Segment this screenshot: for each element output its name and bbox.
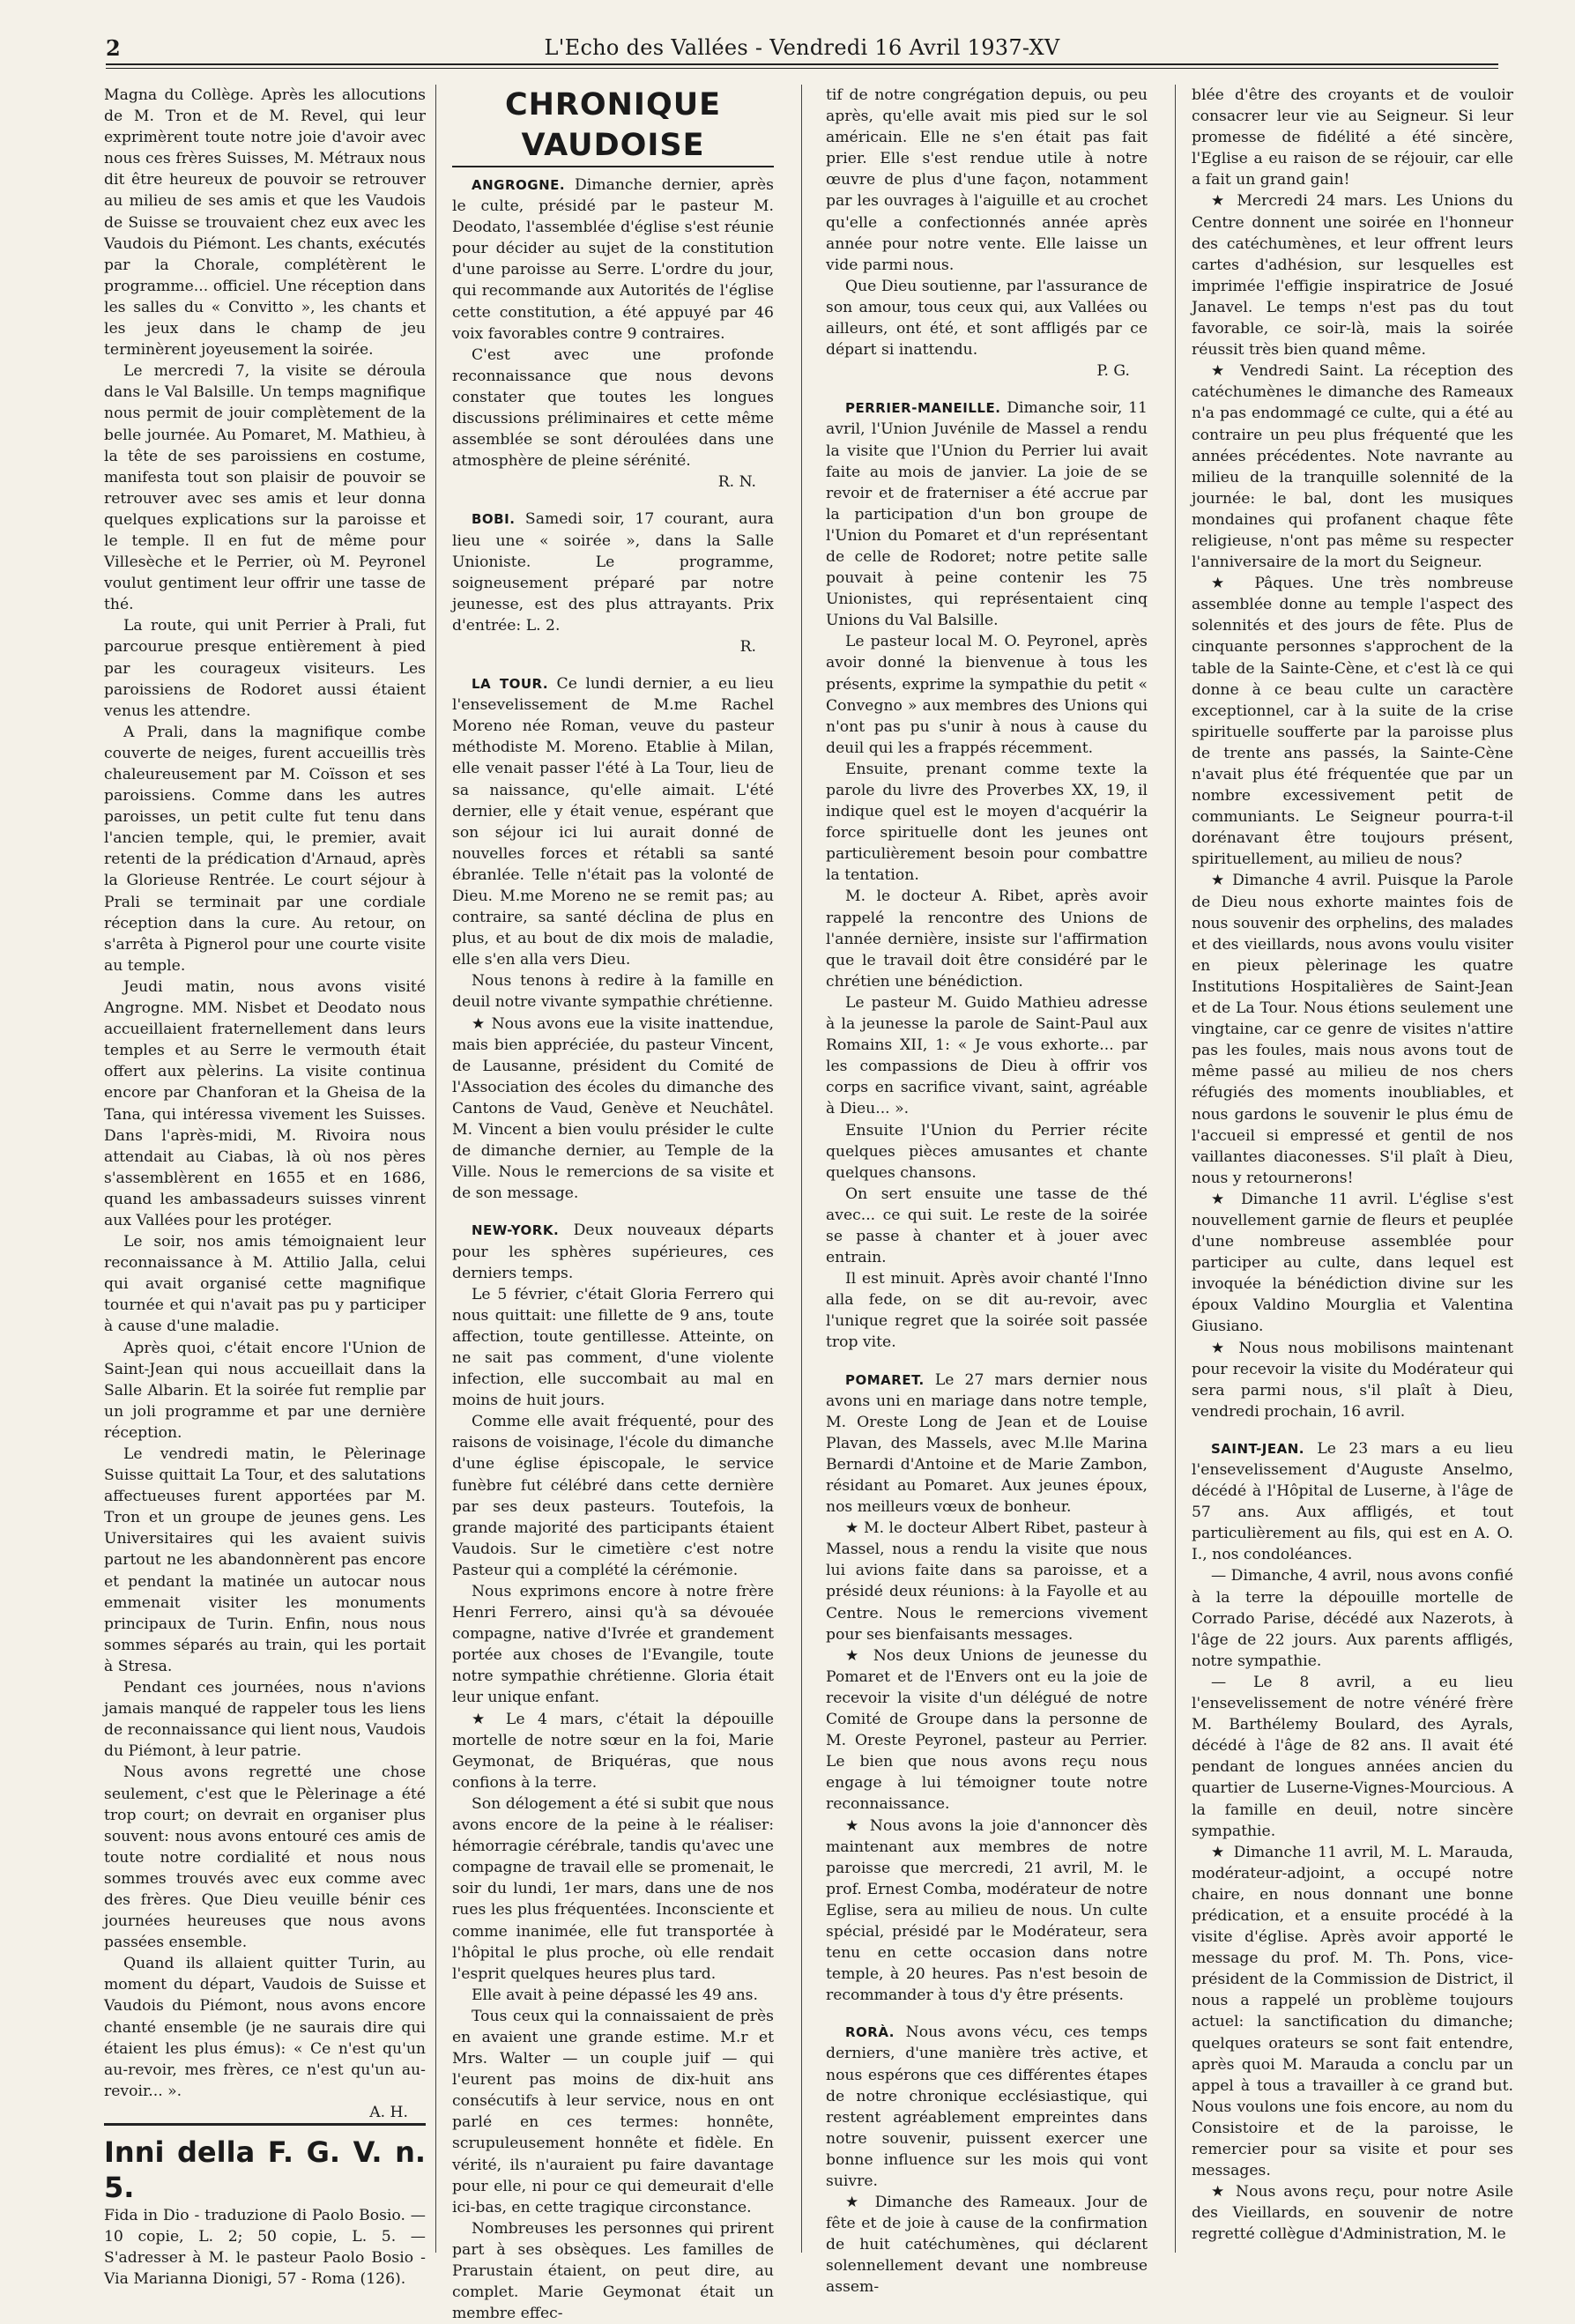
paragraph: ★ Mercredi 24 mars. Les Unions du Centre donnent une soirée en l'honneur des catéchumènes, et leur offrent leurs cartes d'adhésion, sur lesquelles est imprimée l'effigie inspiratrice de Josué Janavel. Le temps n'est pas du tout favorable, ce soir-là, mais la soirée réussit très bien quand même. <box>1192 192 1513 360</box>
place-name: BOBI. <box>472 511 516 528</box>
paragraph: Le soir, nos amis témoignaient leur reconnaissance à M. Attilio Jalla, celui qui avait organisé cette magnifique tournée et qui n'avait pas pu y participer à cause d'une maladie. <box>104 1233 426 1336</box>
paragraph: Il est minuit. Après avoir chanté l'Inno alla fede, on se dit au-revoir, avec l'unique regret que la soirée soit passée trop vite. <box>826 1270 1148 1352</box>
paragraph: Le pasteur M. Guido Mathieu adresse à la jeunesse la parole de Saint-Paul aux Romains XII, 1: « Je vous exhorte... par les compassions de Dieu à offrir vos corps en sacrifice vivant, saint, agréable à Dieu... ». <box>826 993 1148 1118</box>
paragraph: ★ Nous avons eue la visite inattendue, mais bien appréciée, du pasteur Vincent, de Lausanne, président du Comité de l'Association des écoles du dimanche des Cantons de Vaud, Genève et Neuchâtel. M. Vincent a bien voulu présider le culte de dimanche dernier, au Temple de la Ville. Nous le remercions de sa visite et de son message. <box>452 1014 774 1203</box>
paragraph: — Dimanche, 4 avril, nous avons confié à la terre la dépouille mortelle de Corrado Parise, décédé aux Nazerots, à l'âge de 22 jours. Aux parents affligés, notre sympathie. <box>1192 1567 1513 1670</box>
paragraph: Pendant ces journées, nous n'avions jamais manqué de rappeler tous les liens de reconnaissance qui lient nous, Vaudois du Piémont, à leur patrie. <box>104 1679 426 1761</box>
paragraph: ★ Vendredi Saint. La réception des catéchumènes le dimanche des Rameaux n'a pas endommagé ce culte, qui a été au contraire un peu plus fréquenté que les années précédentes. Note navrante au milieu de la tranquille solennité de la journée: le bal, dont les musiques mondaines qui profanent chaque fête religieuse, n'ont pas même su respecter l'anniversaire de la mort du Seigneur. <box>1192 362 1513 572</box>
column-2 <box>452 85 774 2323</box>
paragraph: Son délogement a été si subit que nous avons encore de la peine à le réaliser: hémorragie cérébrale, tandis qu'avec une compagne de travail elle se promenait, le soir du lundi, 1er mars, dans une de nos rues les plus fréquentées. Inconsciente et comme inanimée, elle fut transportée à l'hôpital le plus proche, où elle rendait l'esprit quelques heures plus tard. <box>452 1794 774 1983</box>
paragraph: Nous avons regretté une chose seulement, c'est que le Pèlerinage a été trop court; on devrait en organiser plus souvent: nous avons entouré ces amis de toute notre cordialité et nous nous sommes trouvés avec eux comme avec des frères. Que Dieu veuille bénir ces journées heureuses que nous avons passées ensemble. <box>104 1763 426 1952</box>
news-text: Deux nouveaux départs pour les sphères supérieures, ces derniers temps. <box>452 1221 774 1282</box>
place-name: PERRIER-MANEILLE. <box>845 400 1001 417</box>
paragraph: Ensuite l'Union du Perrier récite quelques pièces amusantes et chante quelques chansons. <box>826 1121 1148 1182</box>
header-rule <box>106 63 1498 65</box>
paragraph: C'est avec une profonde reconnaissance que nous devons constater que toutes les longues discussions préliminaires et cette même assemblée se sont déroulées dans une atmosphère de pleine sérénité. <box>452 345 774 471</box>
news-item <box>1192 1438 1513 1566</box>
paragraph: On sert ensuite une tasse de thé avec... ce qui suit. Le reste de la soirée se passe à chanter et à jouer avec entrain. <box>826 1184 1148 1267</box>
place-name: SAINT-JEAN. <box>1211 1440 1304 1457</box>
news-item <box>826 2022 1148 2192</box>
place-name: LA TOUR. <box>472 676 549 693</box>
paragraph: Nous tenons à redire à la famille en deuil notre vivante sympathie chrétienne. <box>452 972 774 1012</box>
paragraph: Jeudi matin, nous avons visité Angrogne. MM. Nisbet et Deodato nous accueillaient fraternellement dans leurs temples et au Serre le vermouth était offert aux pèlerins. La visite continua encore par Chanforan et la Gheisa de la Tana, qui intéressa vivement les Suisses. Dans l'après-midi, M. Rivoira nous attendait au Ciabas, là où nos pères s'assemblèrent en 1655 et en 1686, quand les ambassadeurs suisses vinrent aux Vallées pour les protéger. <box>104 977 426 1229</box>
running-head: L'Echo des Vallées - Vendredi 16 Avril 1937-XV <box>544 35 1060 60</box>
news-text: Le 23 mars a eu lieu l'ensevelissement d'Auguste Anselmo, décédé à l'Hôpital de Luserne, à l'âge de 57 ans. Aux affligés, et tout particulièrement au fils, qui est en A. O. I., nos condoléances. <box>1192 1439 1513 1564</box>
paragraph: ★ Nous avons reçu, pour notre Asile des Vieillards, en souvenir de notre regretté collègue d'Administration, M. le <box>1192 2183 1513 2244</box>
signature: R. N. <box>717 473 756 492</box>
paragraph: ★ Dimanche 11 avril. L'église s'est nouvellement garnie de fleurs et peuplée d'une nombreuse assemblée pour participer au culte, dans lequel est invoquée la bénédiction divine sur les époux Valdino Mourglia et Valentina Giusiano. <box>1192 1190 1513 1336</box>
paragraph: ★ Dimanche 11 avril, M. L. Marauda, modérateur-adjoint, a occupé notre chaire, en nous donnant une bonne prédication, et a ensuite procédé à la visite d'église. Après avoir apporté le message du prof. M. Th. Pons, vice-président de la Commission de District, il nous a rappelé un problème toujours actuel: la sanctification du dimanche; quelques orateurs se sont fait entendre, après quoi M. Marauda a conclu par un appel à tous a travailler à ce grand but. Nous voulons une fois encore, au nom du Consistoire et de la paroisse, le remercier pour sa visite et pour ses messages. <box>1192 1843 1513 2180</box>
paragraph: Comme elle avait fréquenté, pour des raisons de voisinage, l'école du dimanche d'une église épiscopale, le service funèbre fut célébré dans cette dernière par ses deux pasteurs. Toutefois, la grande majorité des participants étaient Vaudois. Sur le cimetière c'est notre Pasteur qui a complété la cérémonie. <box>452 1413 774 1579</box>
paragraph: ★ Nous avons la joie d'annoncer dès maintenant aux membres de notre paroisse que mercredi, 21 avril, M. le prof. Ernest Comba, modérateur de notre Eglise, sera au milieu de nous. Un culte spécial, présidé par le Modérateur, sera tenu en cette occasion dans notre temple, à 20 heures. Pas n'est besoin de recommander à tous d'y être présents. <box>826 1816 1148 2005</box>
paragraph: A Prali, dans la magnifique combe couverte de neiges, furent accueillis très chaleureusement par M. Coïsson et ses paroissiens. Comme dans les autres paroisses, un petit culte fut tenu dans l'ancien temple, qui, le premier, avait retenti de la prédication d'Arnaud, après la Glorieuse Rentrée. Le court séjour à Prali se terminait par une cordiale réception dans la cure. Au retour, on s'arrêta à Pignerol pour une courte visite au temple. <box>104 723 426 975</box>
paragraph: Le mercredi 7, la visite se déroula dans le Val Balsille. Un temps magnifique nous permit de jouir complètement de la belle journée. Au Pomaret, M. Mathieu, à la tête de ses paroissiens en costume, manifesta tout son plaisir de pouvoir se retrouver avec ses amis et leur donna quelques explications sur la paroisse et le temple. Il en fut de même pour Villesèche et le Perrier, où M. Peyronel voulut gentiment leur offrir une tasse de thé. <box>104 362 426 614</box>
news-item <box>826 397 1148 631</box>
paragraph: tif de notre congrégation depuis, ou peu après, qu'elle avait mis pied sur le sol américain. Elle ne s'en était pas fait prier. Elle s'est rendue utile à notre œuvre de plus d'une façon, notamment par les ouvrages à l'aiguille et au crochet qu'elle a confectionnés année après année pour notre vente. Elle laisse un vide parmi nous. <box>826 86 1148 274</box>
column-3 <box>826 85 1148 2297</box>
paragraph: Quand ils allaient quitter Turin, au moment du départ, Vaudois de Suisse et Vaudois du Piémont, nous avons encore chanté ensemble (je ne saurais dire qui étaient les plus émus): « Ce n'est qu'un au-revoir, mes frères, ce n'est qu'un au-revoir... ». <box>104 1955 426 2100</box>
news-text: Nous avons vécu, ces temps derniers, d'une manière très active, et nous espérons que ces différentes étapes de notre chronique ecclésiastique, qui restent agréablement empreintes dans notre souvenir, puissent exercer une bonne influence sur les mois qui vont suivre. <box>826 2023 1148 2190</box>
title-rule <box>452 166 774 167</box>
place-name: NEW-YORK. <box>472 1222 560 1239</box>
paragraph: M. le docteur A. Ribet, après avoir rappelé la rencontre des Unions de l'année dernière, insiste sur l'affirmation que le travail doit être considéré par le chrétien une bénédiction. <box>826 887 1148 991</box>
column-divider <box>1175 85 1176 2253</box>
column-4 <box>1192 85 1513 2253</box>
news-item <box>826 1370 1148 1518</box>
paragraph: Magna du Collège. Après les allocutions de M. Tron et de M. Revel, qui leur exprimèrent toute notre joie d'avoir avec nous ces frères Suisses, M. Métraux nous dit être heureux de pouvoir se retrouver au milieu de ses amis et que les Vaudois de Suisse se trouvaient chez eux avec les Vaudois du Piémont. Les chants, exécutés par la Chorale, complétèrent le programme... officiel. Une réception dans les salles du « Convitto », les chants et les jeux dans le champ de jeu terminèrent joyeusement la soirée. <box>104 86 426 360</box>
paragraph: Le vendredi matin, le Pèlerinage Suisse quittait La Tour, et des salutations affectueuses furent apportées par M. Tron et un groupe de jeunes gens. Les Universitaires qui les avaient suivis partout ne les abandonnèrent pas encore et pendant la matinée un autocar nous emmenait visiter les monuments principaux de Turin. Enfin, nous nous sommes séparés au train, qui les portait à Stresa. <box>104 1445 426 1675</box>
page-number: 2 <box>106 35 121 61</box>
paragraph: — Le 8 avril, a eu lieu l'ensevelissement de notre vénéré frère M. Barthélemy Boulard, des Ayrals, décédé à l'âge de 82 ans. Il avait été pendant de longues années ancien du quartier de Luserne-Vignes-Mourcious. A la famille en deuil, notre sincère sympathie. <box>1192 1673 1513 1840</box>
news-item <box>452 1220 774 1283</box>
paragraph: La route, qui unit Perrier à Prali, fut parcourue presque entièrement à pied par les courageux visiteurs. Les paroissiens de Rodoret aussi étaient venus les attendre. <box>104 617 426 720</box>
section-title: CHRONIQUE VAUDOISE <box>504 87 722 163</box>
paragraph: Le pasteur local M. O. Peyronel, après avoir donné la bienvenue à tous les présents, exprime la sympathie du petit « Convegno » aux membres des Unions qui n'ont pas pu s'unir à nous à cause du deuil qui les a frappés récemment. <box>826 633 1148 757</box>
news-item <box>452 673 774 970</box>
news-text: Dimanche dernier, après le culte, présidé par le pasteur M. Deodato, l'assemblée d'église s'est réunie pour décider au sujet de la constitution d'une paroisse au Serre. L'ordre du jour, qui recommande aux Autorités de l'église cette constitution, a été appuyé par 46 voix favorables contre 9 contraires. <box>452 176 774 343</box>
header-rule-thin <box>106 68 1498 69</box>
paragraph: Après quoi, c'était encore l'Union de Saint-Jean qui nous accueillait dans la Salle Albarin. Et la soirée fut remplie par un joli programme et par une dernière réception. <box>104 1339 426 1442</box>
announcement-title: Inni della F. G. V. n. 5. <box>104 2123 426 2205</box>
column-divider <box>435 85 436 2253</box>
paragraph: Ensuite, prenant comme texte la parole du livre des Proverbes XX, 19, il indique quel est le moyen d'acquérir la force spirituelle dont les jeunes ont particulièrement besoin pour combattre la tentation. <box>826 760 1148 885</box>
news-text: Ce lundi dernier, a eu lieu l'ensevelissement de M.me Rachel Moreno née Roman, veuve du pasteur méthodiste M. Moreno. Etablie à Milan, elle venait passer l'été à La Tour, lieu de sa naissance, qu'elle aimait. L'été dernier, elle y était venue, espérant que son séjour ici lui aurait donné de nouvelles forces et rétabli sa santé ébranlée. Telle n'était pas la volonté de Dieu. M.me Moreno ne se remit pas; au contraire, sa santé déclina de plus en plus, et au bout de dix mois de maladie, elle s'en alla vers Dieu. <box>452 675 774 969</box>
news-text: Le 27 mars dernier nous avons uni en mariage dans notre temple, M. Oreste Long de Jean et de Louise Plavan, des Massels, avec M.lle Marina Bernardi d'Antoine et de Marie Zambon, résidant au Pomaret. Aux jeunes époux, nos meilleurs vœux de bonheur. <box>826 1370 1148 1517</box>
place-name: ANGROGNE. <box>472 177 566 193</box>
signature: P. G. <box>1096 362 1130 381</box>
paragraph: Que Dieu soutienne, par l'assurance de son amour, tous ceux qui, aux Vallées ou ailleurs, ont été, et sont affligés par ce départ si inattendu. <box>826 277 1148 360</box>
paragraph: ★ Pâques. Une très nombreuse assemblée donne au temple l'aspect des solennités et des jours de fête. Plus de cinquante personnes s'approchent de la table de la Sainte-Cène, et c'est là ce qui donne à ce beau culte un caractère exceptionnel, car à la suite de la crise spirituelle soufferte par la paroisse plus de trente ans passés, la Sainte-Cène n'avait plus été fréquentée que par un nombre excessivement petit de communiants. Le Seigneur pourra-t-il dorénavant être toujours présent, spirituellement, au milieu de nous? <box>1192 575 1513 869</box>
paragraph: Nombreuses les personnes qui prirent part à ses obsèques. Les familles de Prarustain étaient, on peut dire, au complet. Marie Geymonat était un membre effec- <box>452 2219 774 2323</box>
paragraph: ★ M. le docteur Albert Ribet, pasteur à Massel, nous a rendu la visite que nous lui avions faite dans sa paroisse, et a présidé deux réunions: à la Fayolle et au Centre. Nous le remercions vivement pour ses bienfaisants messages. <box>826 1519 1148 1644</box>
column-divider <box>801 85 802 2253</box>
column-1 <box>104 85 426 2288</box>
paragraph: ★ Dimanche des Rameaux. Jour de fête et de joie à cause de la confirmation de huit catéchumènes, qui déclarent solennellement devant une nombreuse assem- <box>826 2194 1148 2297</box>
place-name: POMARET. <box>845 1371 925 1388</box>
announcement-text: Fida in Dio - traduzione di Paolo Bosio. — 10 copie, L. 2; 50 copie, L. 5. — S'adresser à M. le pasteur Paolo Bosio - Via Marianna Dionigi, 57 - Roma (126). <box>104 2207 426 2288</box>
news-text: Samedi soir, 17 courant, aura lieu une « soirée », dans la Salle Unioniste. Le programme, soigneusement préparé par notre jeunesse, est des plus attrayants. Prix d'entrée: L. 2. <box>452 510 774 635</box>
paragraph: Le 5 février, c'était Gloria Ferrero qui nous quittait: une fillette de 9 ans, toute affection, toute gentillesse. Atteinte, on ne sait pas comment, d'une violente infection, elle succombait au mal en moins de huit jours. <box>452 1285 774 1410</box>
paragraph: Elle avait à peine dépassé les 49 ans. <box>472 1986 758 2004</box>
signature: R. <box>739 637 756 656</box>
signature: A. H. <box>369 2103 408 2121</box>
news-item <box>452 174 774 345</box>
place-name: RORÀ. <box>845 2024 895 2041</box>
news-item <box>452 509 774 636</box>
paragraph: Nous exprimons encore à notre frère Henri Ferrero, ainsi qu'à sa dévouée compagne, native d'Ivrée et grandement portée aux choses de l'Evangile, toute notre sympathie chrétienne. Gloria était leur unique enfant. <box>452 1583 774 1707</box>
paragraph: ★ Dimanche 4 avril. Puisque la Parole de Dieu nous exhorte maintes fois de nous souvenir des orphelins, des malades et des vieillards, nous avons voulu visiter en pieux pèlerinage les quatre Institutions Hospitalières de Saint-Jean et de La Tour. Nous étions seulement une vingtaine, car ce genre de visites n'attire pas les foules, mais nous avons tout de même passé au milieu de nos chers réfugiés des moments inoubliables, et nous gardons le souvenir le plus ému de l'accueil si empressé et gentil de nos vaillantes diaconesses. S'il plaît à Dieu, nous y retournerons! <box>1192 872 1513 1187</box>
paragraph: blée d'être des croyants et de vouloir consacrer leur vie au Seigneur. Si leur promesse de fidélité a été sincère, l'Eglise a eu raison de se réjouir, car elle a fait un grand gain! <box>1192 86 1513 189</box>
paragraph: ★ Nous nous mobilisons maintenant pour recevoir la visite du Modérateur qui sera parmi nous, s'il plaît à Dieu, vendredi prochain, 16 avril. <box>1192 1339 1513 1421</box>
news-text: Dimanche soir, 11 avril, l'Union Juvénile de Massel a rendu la visite que l'Union du Perrier lui avait faite au mois de janvier. La joie de se revoir et de fraterniser a été accrue par la participation d'un bon groupe de l'Union du Pomaret et d'un représentant de celle de Rodoret; notre petite salle pouvait à peine contenir les 75 Unionistes, qui représentaient cinq Unions du Val Balsille. <box>826 399 1148 630</box>
paragraph: ★ Le 4 mars, c'était la dépouille mortelle de notre sœur en la foi, Marie Geymonat, de Briquéras, que nous confions à la terre. <box>452 1710 774 1792</box>
paragraph: Tous ceux qui la connaissaient de près en avaient une grande estime. M.r et Mrs. Walter — un couple juif — qui l'eurent pas moins de dix-huit ans consécutifs à leur service, nous en ont parlé en ces termes: honnête, scrupuleusement honnête et fidèle. En vérité, ils n'auraient pu faire davantage pour elle, ni pour ce qui demeurait d'elle ici-bas, en cette tragique circonstance. <box>452 2007 774 2216</box>
paragraph: ★ Nos deux Unions de jeunesse du Pomaret et de l'Envers ont eu la joie de recevoir la visite d'un délégué de notre Comité de Groupe dans la personne de M. Oreste Peyronel, pasteur au Perrier. Le bien que nous avons reçu nous engage à lui témoigner toute notre reconnaissance. <box>826 1646 1148 1814</box>
